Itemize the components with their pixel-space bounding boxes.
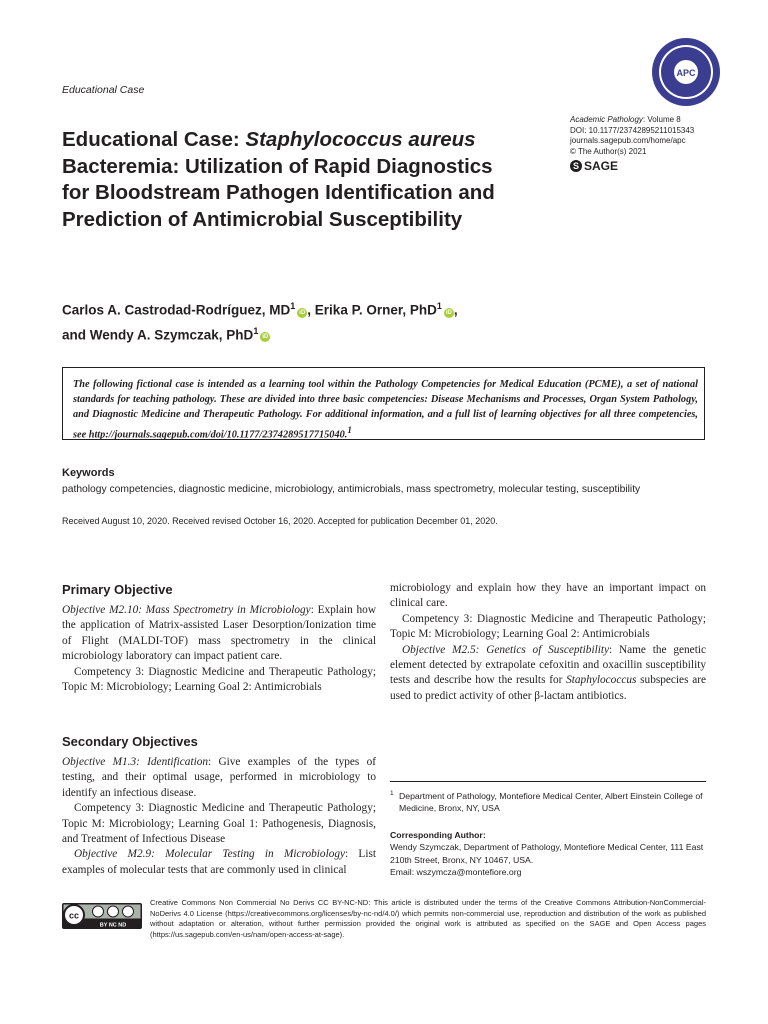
journal-name: Academic Pathology [570, 115, 643, 124]
corresponding-email[interactable]: Email: wszymcza@montefiore.org [390, 866, 522, 877]
copyright: © The Author(s) 2021 [570, 146, 647, 156]
license-text: Creative Commons Non Commercial No Derivs CC BY-NC-ND: This article is distributed under the terms of the Creative Commons Attribution-NonCommercial-NoDerivs 4.0 License (https://creativecommons.org/licenses/by-nc-nd/4.0/) which permits non-commercial use, reproduction and distribution of the work as published without adaptation or alteration, without further permission provided the original work is attributed as specified on the SAGE and Open Access pages (https://us.sagepub.com/en-us/nam/open-access-at-sage). [150, 898, 706, 939]
secondary-objectives-heading: Secondary Objectives [62, 734, 198, 749]
article-meta [570, 115, 694, 157]
received-dates: Received August 10, 2020. Received revised October 16, 2020. Accepted for publication December 01, 2020. [62, 516, 498, 526]
svg-text:cc: cc [68, 910, 80, 921]
keywords-text: pathology competencies, diagnostic medicine, microbiology, antimicrobials, mass spectrometry, molecular testing, susceptibility [62, 484, 641, 495]
publisher-logo [570, 159, 618, 173]
cc-badge-label: BY NC ND [99, 922, 127, 929]
affiliation-footnote: 1 Department of Pathology, Montefiore Medical Center, Albert Einstein College of Medicine, Bronx, NY, USA [390, 790, 703, 813]
article-title: Educational Case: Staphylococcus aureus Bacteremia: Utilization of Rapid Diagnostics for Bloodstream Pathogen Identification and Prediction of Antimicrobial Susceptibility [62, 128, 495, 231]
secondary-objectives-body: Objective M1.3: Identification: Give examples of the types of testing, and their optimal usage, performed in microbiology to identify an infectious disease. Competency 3: Diagnostic Medicine and Therapeutic Pathology; Topic M: Microbiology; Learning Goal 1: Pathogenesis, Diagnosis, and Treatment of Infectious Disease Objective M2.9: Molecular Testing in Microbiology: List examples of molecular tests that are commonly used in clinical [62, 756, 377, 876]
orcid-icon[interactable]: iD [262, 334, 269, 340]
doi[interactable]: DOI: 10.1177/23742895211015343 [570, 125, 695, 135]
primary-objective-heading: Primary Objective [62, 582, 173, 597]
logo-text: APC [676, 68, 696, 78]
orcid-icon[interactable]: iD [299, 309, 306, 316]
primary-objective-body: Objective M2.10: Mass Spectrometry in Microbiology: Explain how the application of Matrix-assisted Laser Desorption/Ionization time of Flight (MALDI-TOF) mass spectrometry in the clinical microbiology laboratory can impact patient care. Competency 3: Diagnostic Medicine and Therapeutic Pathology; Topic M: Microbiology; Learning Goal 2: Antimicrobials [62, 604, 376, 694]
author-list: Carlos A. Castrodad-Rodríguez, $MD^1iD$ , Erika P. Orner, PhD$^1$iD , and Wendy A. Szymczak, PhD$^1$iD [62, 301, 458, 342]
pcme-intro-box [62, 367, 705, 440]
cc-license-badge[interactable] [62, 903, 142, 929]
journal-volume: : Volume 8 [642, 115, 681, 124]
author-3: and Wendy A. Szymczak, PhD [62, 327, 254, 342]
journal-logo [650, 36, 722, 108]
title-organism: Staphylococcus aureus [245, 128, 476, 151]
sage-icon: S [570, 160, 582, 172]
publisher-name: SAGE [584, 159, 619, 173]
corresponding-author: Corresponding Author: Wendy Szymczak, Department of Pathology, Montefiore Medical Center, 111 East 210th Street, Bronx, NY 10467, USA. Email: wszymcza@montefiore.org [390, 829, 706, 878]
author-2: , Erika P. Orner, PhD [307, 302, 437, 318]
pcme-intro-text: The following fictional case is intended as a learning tool within the Pathology Competencies for Medical Education (PCME), a set of national standards for teaching pathology. These are divided into three basic competencies: Disease Mechanisms and Processes, Organ System Pathology, and Diagnostic Medicine and Therapeutic Pathology. For additional information, and a full list of learning objectives for all three competencies, see http://journals.sagepub.com/doi/10.1177/2374289517715040. [73, 379, 698, 441]
column-2-body: microbiology and explain how they have an important impact on clinical care. Competency 3: Diagnostic Medicine and Therapeutic Pathology; Topic M: Microbiology; Learning Goal 2: Antimicrobials Objective M2.5: Genetics of Susceptibility: Name the genetic element detected by extrapolate cefoxitin and oxacillin susceptibility tests and describe how the results for Staphylococcus subspecies are used to predict activity of other β-lactam antibiotics. [390, 582, 706, 702]
orcid-icon[interactable]: iD [445, 309, 452, 316]
author-1: Carlos A. Castrodad-Rodríguez, MD [62, 302, 291, 318]
journal-url[interactable]: journals.sagepub.com/home/apc [570, 136, 686, 145]
pcme-ref: 1 [347, 424, 352, 435]
footnote-divider [390, 781, 706, 782]
section-label: Educational Case [62, 84, 145, 96]
keywords-heading: Keywords [62, 467, 115, 479]
